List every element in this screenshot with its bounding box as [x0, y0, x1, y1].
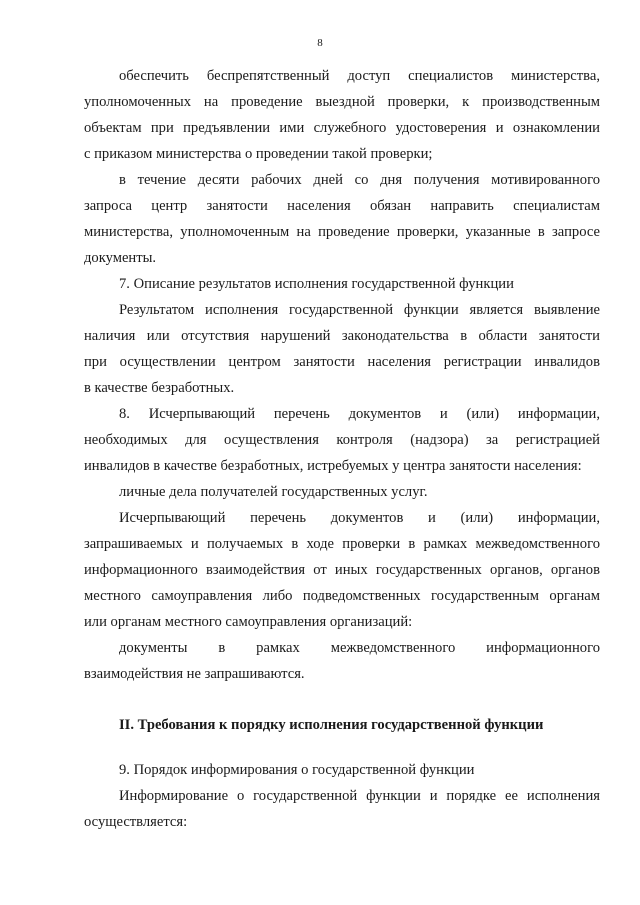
- text-line: в течение десяти рабочих дней со дня получения мотивированного: [119, 172, 600, 188]
- text-line: уполномоченных на проведение выездной проверки, к производственным: [84, 94, 600, 110]
- text-line: местного самоуправления либо подведомственных государственным органам: [84, 588, 600, 604]
- text-line: объектам при предъявлении ими служебного удостоверения и ознакомлении: [84, 120, 600, 136]
- text-line: информационного взаимодействия от иных государственных органов, органов: [84, 562, 600, 578]
- chapter-heading: II. Требования к порядку исполнения государственной функции: [119, 717, 544, 733]
- text-line: в качестве безработных.: [84, 380, 235, 396]
- text-line: запрашиваемых и получаемых в ходе проверки в рамках межведомственного: [84, 536, 600, 552]
- page-number: 8: [317, 37, 323, 49]
- text-line: или органам местного самоуправления организаций:: [84, 614, 413, 630]
- text-line: с приказом министерства о проведении такой проверки;: [84, 146, 433, 162]
- text-line: документы.: [84, 250, 157, 266]
- text-line: необходимых для осуществления контроля (надзора) за регистрацией: [84, 432, 600, 448]
- text-line: при осуществлении центром занятости населения регистрации инвалидов: [84, 354, 600, 370]
- text-line: наличия или отсутствия нарушений законодательства в области занятости: [84, 328, 600, 344]
- text-line: осуществляется:: [84, 814, 188, 830]
- text-line: запроса центр занятости населения обязан направить специалистам: [84, 198, 600, 214]
- text-line: личные дела получателей государственных услуг.: [119, 484, 428, 500]
- section-title: 7. Описание результатов исполнения государственной функции: [119, 276, 514, 292]
- text-line: Исчерпывающий перечень документов и (или) информации,: [119, 510, 600, 526]
- text-line: взаимодействия не запрашиваются.: [84, 666, 305, 682]
- text-line: Информирование о государственной функции и порядке ее исполнения: [119, 788, 600, 804]
- text-line: обеспечить беспрепятственный доступ специалистов министерства,: [119, 68, 600, 84]
- section-title: 9. Порядок информирования о государственной функции: [119, 762, 475, 778]
- text-line: министерства, уполномоченным на проведение проверки, указанные в запросе: [84, 224, 600, 240]
- text-line: Результатом исполнения государственной функции является выявление: [119, 302, 600, 318]
- section-title: 8. Исчерпывающий перечень документов и (или) информации,: [119, 406, 600, 422]
- text-line: документы в рамках межведомственного информационного: [119, 640, 600, 656]
- text-line: инвалидов в качестве безработных, истребуемых у центра занятости населения:: [84, 458, 582, 474]
